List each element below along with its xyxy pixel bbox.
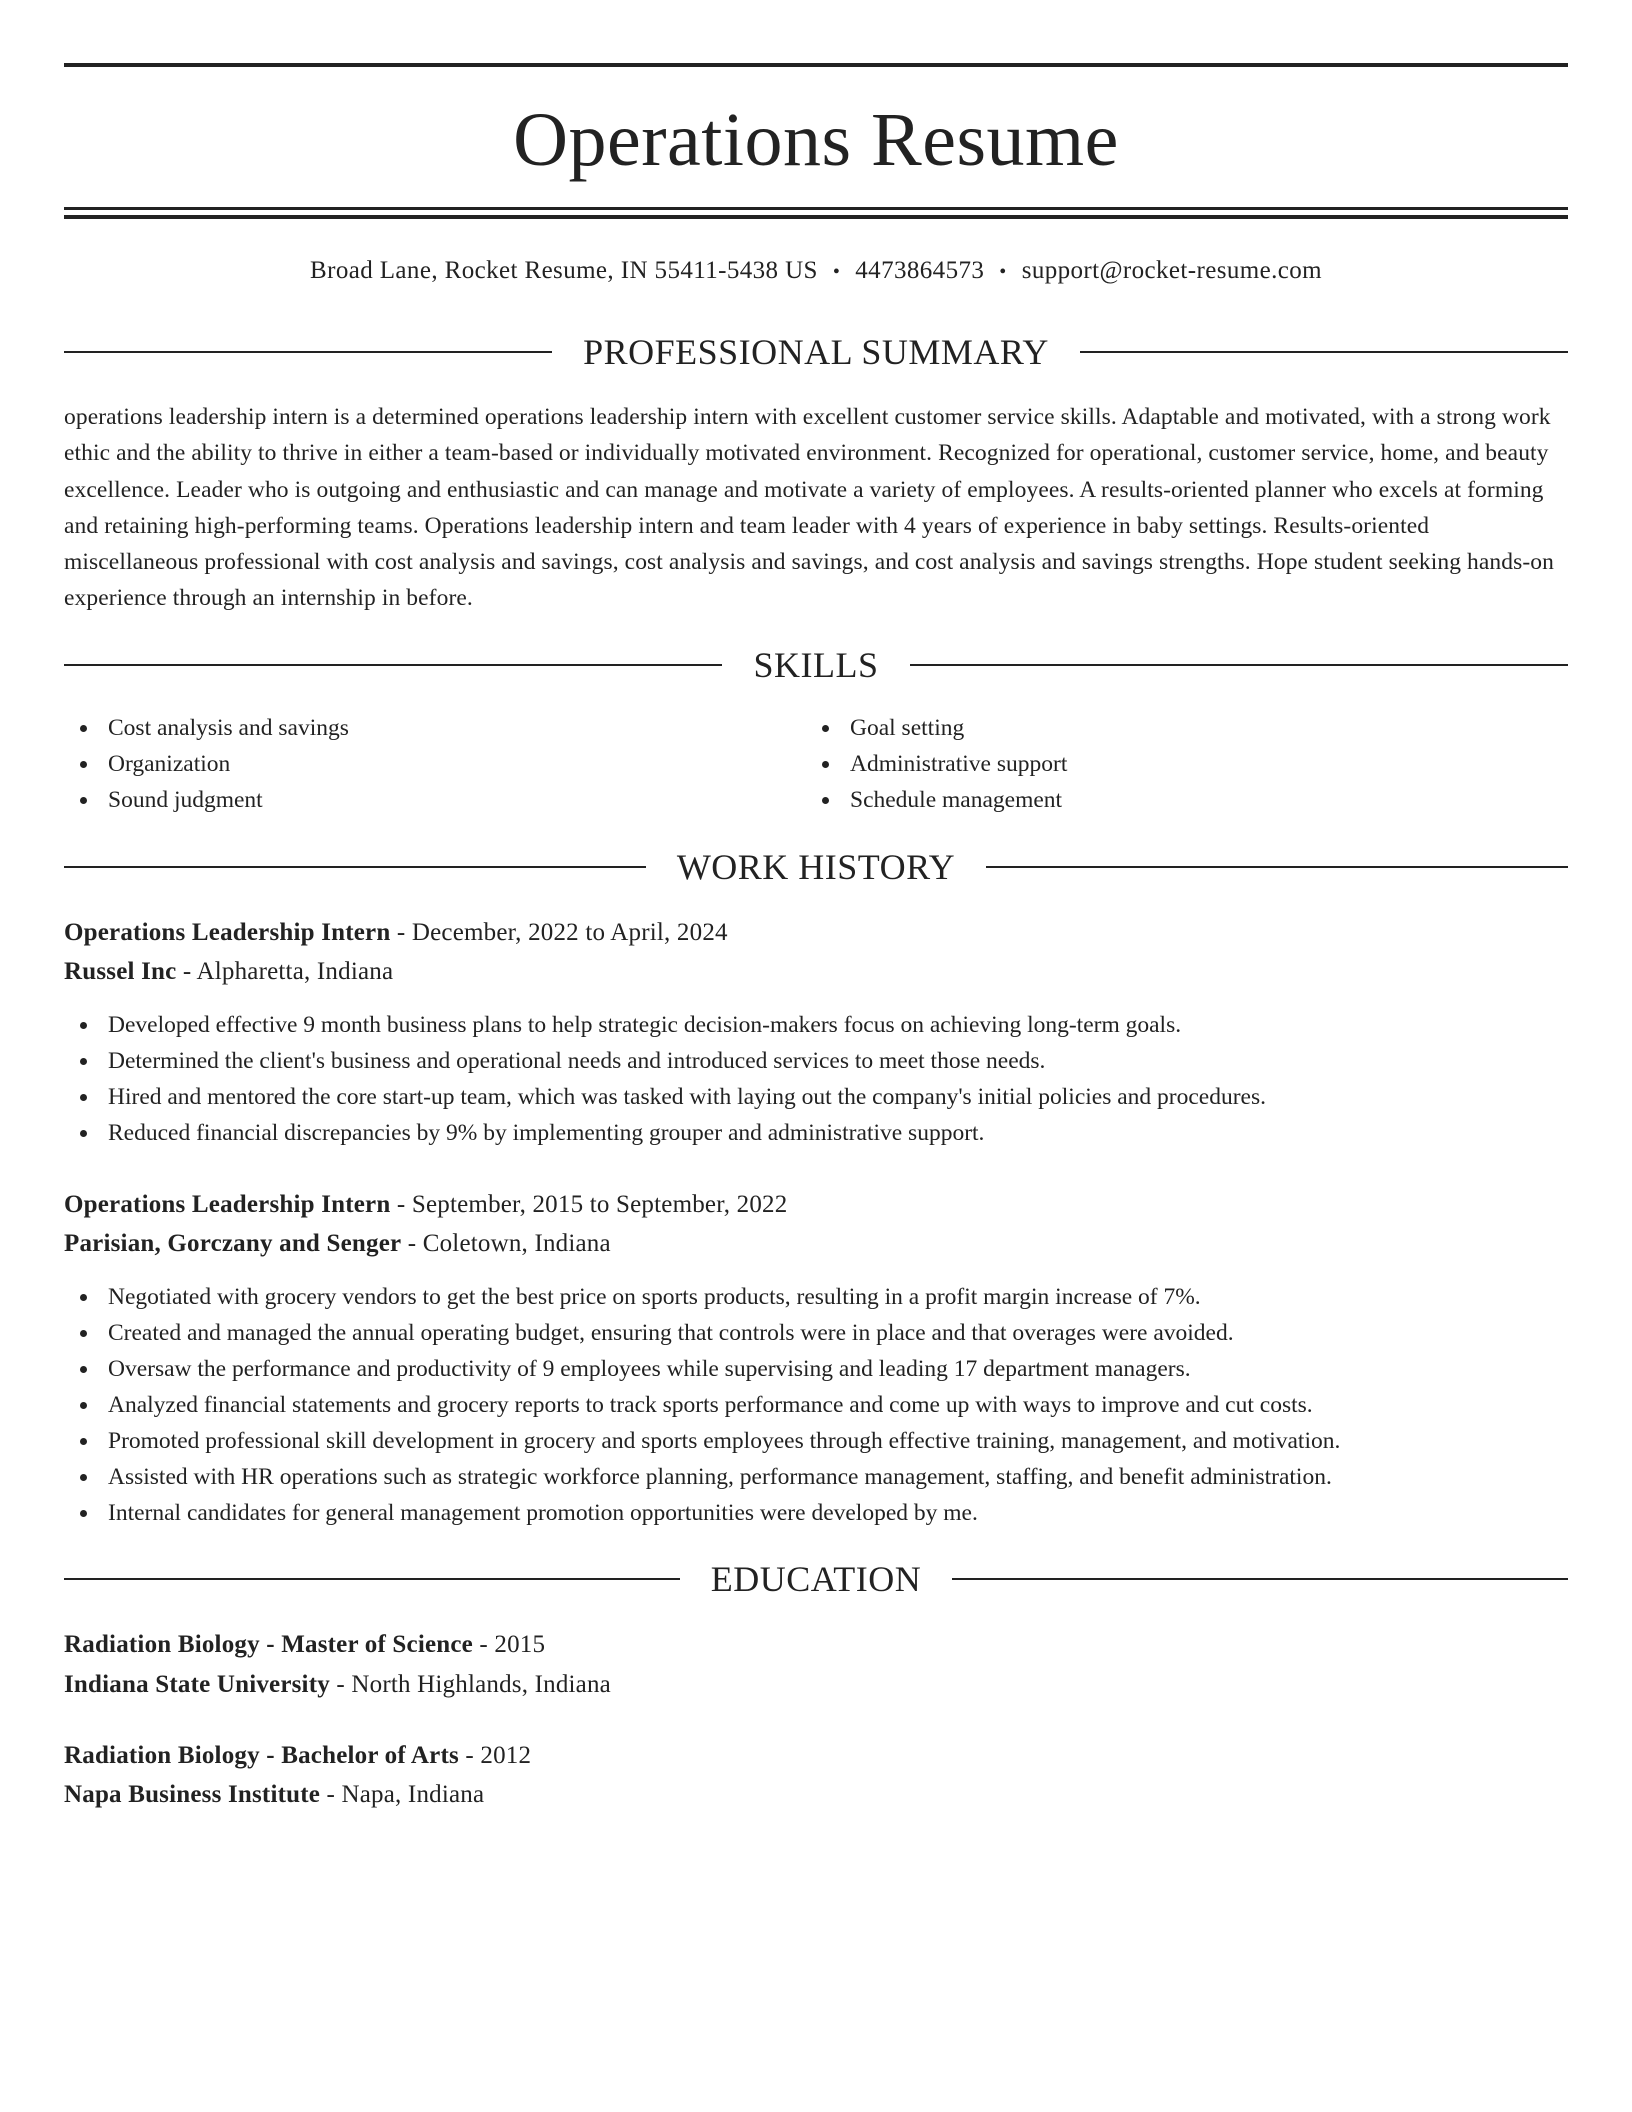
job-duty-item: Hired and mentored the core start-up team, which was tasked with laying out the company's initial policies and procedures. [64, 1079, 1266, 1115]
education-section-header [64, 1557, 1568, 1601]
job-duties-list [64, 1279, 1340, 1531]
summary-section-header [64, 330, 1568, 374]
contact-address: Broad Lane, Rocket Resume, IN 55411-5438 US [310, 257, 818, 284]
education-degree: Radiation Biology - Bachelor of Arts [64, 1742, 459, 1769]
section-rule-right [1080, 351, 1568, 353]
job-duty-item: Promoted professional skill development in grocery and sports employees through effective training, management, and motivation. [64, 1423, 1340, 1459]
job-duty-item: Oversaw the performance and productivity of 9 employees while supervising and leading 17 department managers. [64, 1351, 1340, 1387]
job-duty-item: Assisted with HR operations such as strategic workforce planning, performance management, staffing, and benefit administration. [64, 1459, 1340, 1495]
job-location: - Coletown, Indiana [401, 1230, 611, 1257]
job-title: Operations Leadership Intern [64, 919, 391, 946]
job-company-line [64, 954, 393, 990]
education-location: - North Highlands, Indiana [329, 1671, 611, 1698]
section-rule-right [952, 1578, 1568, 1580]
job-duty-item: Negotiated with grocery vendors to get the best price on sports products, resulting in a profit margin increase of 7%. [64, 1279, 1340, 1315]
job-dates: - September, 2015 to September, 2022 [390, 1191, 788, 1218]
education-heading: EDUCATION [710, 1559, 922, 1599]
education-year: - 2015 [472, 1631, 546, 1658]
skill-item: Organization [64, 746, 349, 782]
summary-text: operations leadership intern is a determined operations leadership intern with excellent customer service skills. Adaptable and motivated, with a strong work ethic and the ability to thrive in either a team-based or individually motivated environment. Recognized for operational, customer service, home, and beauty excellence. Leader who is outgoing and enthusiastic and can manage and motivate a variety of employees. A results-oriented planner who excels at forming and retaining high-performing teams. Operations leadership intern and team leader with 4 years of experience in baby settings. Results-oriented miscellaneous professional with cost analysis and savings, cost analysis and savings, and cost analysis and savings strengths. Hope student seeking hands-on experience through an internship in before. [64, 404, 1554, 612]
education-location: - Napa, Indiana [320, 1781, 485, 1808]
job-duties-list [64, 1007, 1266, 1151]
job-duty-item: Internal candidates for general management promotion opportunities were developed by me. [64, 1495, 1340, 1531]
summary-heading: PROFESSIONAL SUMMARY [583, 332, 1049, 372]
job-location: - Alpharetta, Indiana [176, 958, 394, 985]
contact-email: support@rocket-resume.com [1021, 257, 1322, 284]
job-dates: - December, 2022 to April, 2024 [390, 919, 728, 946]
contact-line [64, 253, 1568, 290]
contact-separator: • [832, 261, 841, 283]
skills-list-left [64, 710, 349, 818]
education-school: Indiana State University [64, 1671, 330, 1698]
job-duty-item: Developed effective 9 month business plans to help strategic decision-makers focus on achieving long-term goals. [64, 1007, 1266, 1043]
skill-item: Administrative support [806, 746, 1067, 782]
work-heading: WORK HISTORY [676, 847, 956, 887]
education-year: - 2012 [458, 1742, 532, 1769]
education-school-line [64, 1667, 611, 1703]
job-title: Operations Leadership Intern [64, 1191, 391, 1218]
job-duty-item: Created and managed the annual operating budget, ensuring that controls were in place and that overages were avoided. [64, 1315, 1340, 1351]
header-bottom-rule [64, 207, 1568, 210]
job-title-line [64, 915, 728, 951]
header-top-rule [64, 63, 1568, 67]
skill-item: Sound judgment [64, 782, 349, 818]
section-rule-right [986, 866, 1568, 868]
job-duty-item: Reduced financial discrepancies by 9% by implementing grouper and administrative support. [64, 1115, 1266, 1151]
education-degree-line [64, 1627, 545, 1663]
job-duty-item: Determined the client's business and operational needs and introduced services to meet those needs. [64, 1043, 1266, 1079]
job-company-line [64, 1226, 611, 1262]
education-school-line [64, 1777, 484, 1813]
education-degree: Radiation Biology - Master of Science [64, 1631, 473, 1658]
skill-item: Goal setting [806, 710, 1067, 746]
skill-item: Cost analysis and savings [64, 710, 349, 746]
job-company: Russel Inc [64, 958, 177, 985]
skills-section-header [64, 643, 1568, 687]
job-company: Parisian, Gorczany and Senger [64, 1230, 402, 1257]
skill-item: Schedule management [806, 782, 1067, 818]
section-rule-right [910, 664, 1568, 666]
skills-heading: SKILLS [753, 645, 879, 685]
education-school: Napa Business Institute [64, 1781, 321, 1808]
job-duty-item: Analyzed financial statements and grocery reports to track sports performance and come up with ways to improve and cut costs. [64, 1387, 1340, 1423]
education-degree-line [64, 1738, 531, 1774]
work-section-header [64, 845, 1568, 889]
job-title-line [64, 1187, 787, 1223]
contact-phone: 4473864573 [855, 257, 985, 284]
resume-title: Operations Resume [513, 98, 1119, 182]
header-bottom-rule-thick [64, 215, 1568, 219]
contact-separator: • [999, 261, 1007, 283]
skills-list-right [806, 710, 1067, 818]
resume-page [64, 0, 1568, 2112]
